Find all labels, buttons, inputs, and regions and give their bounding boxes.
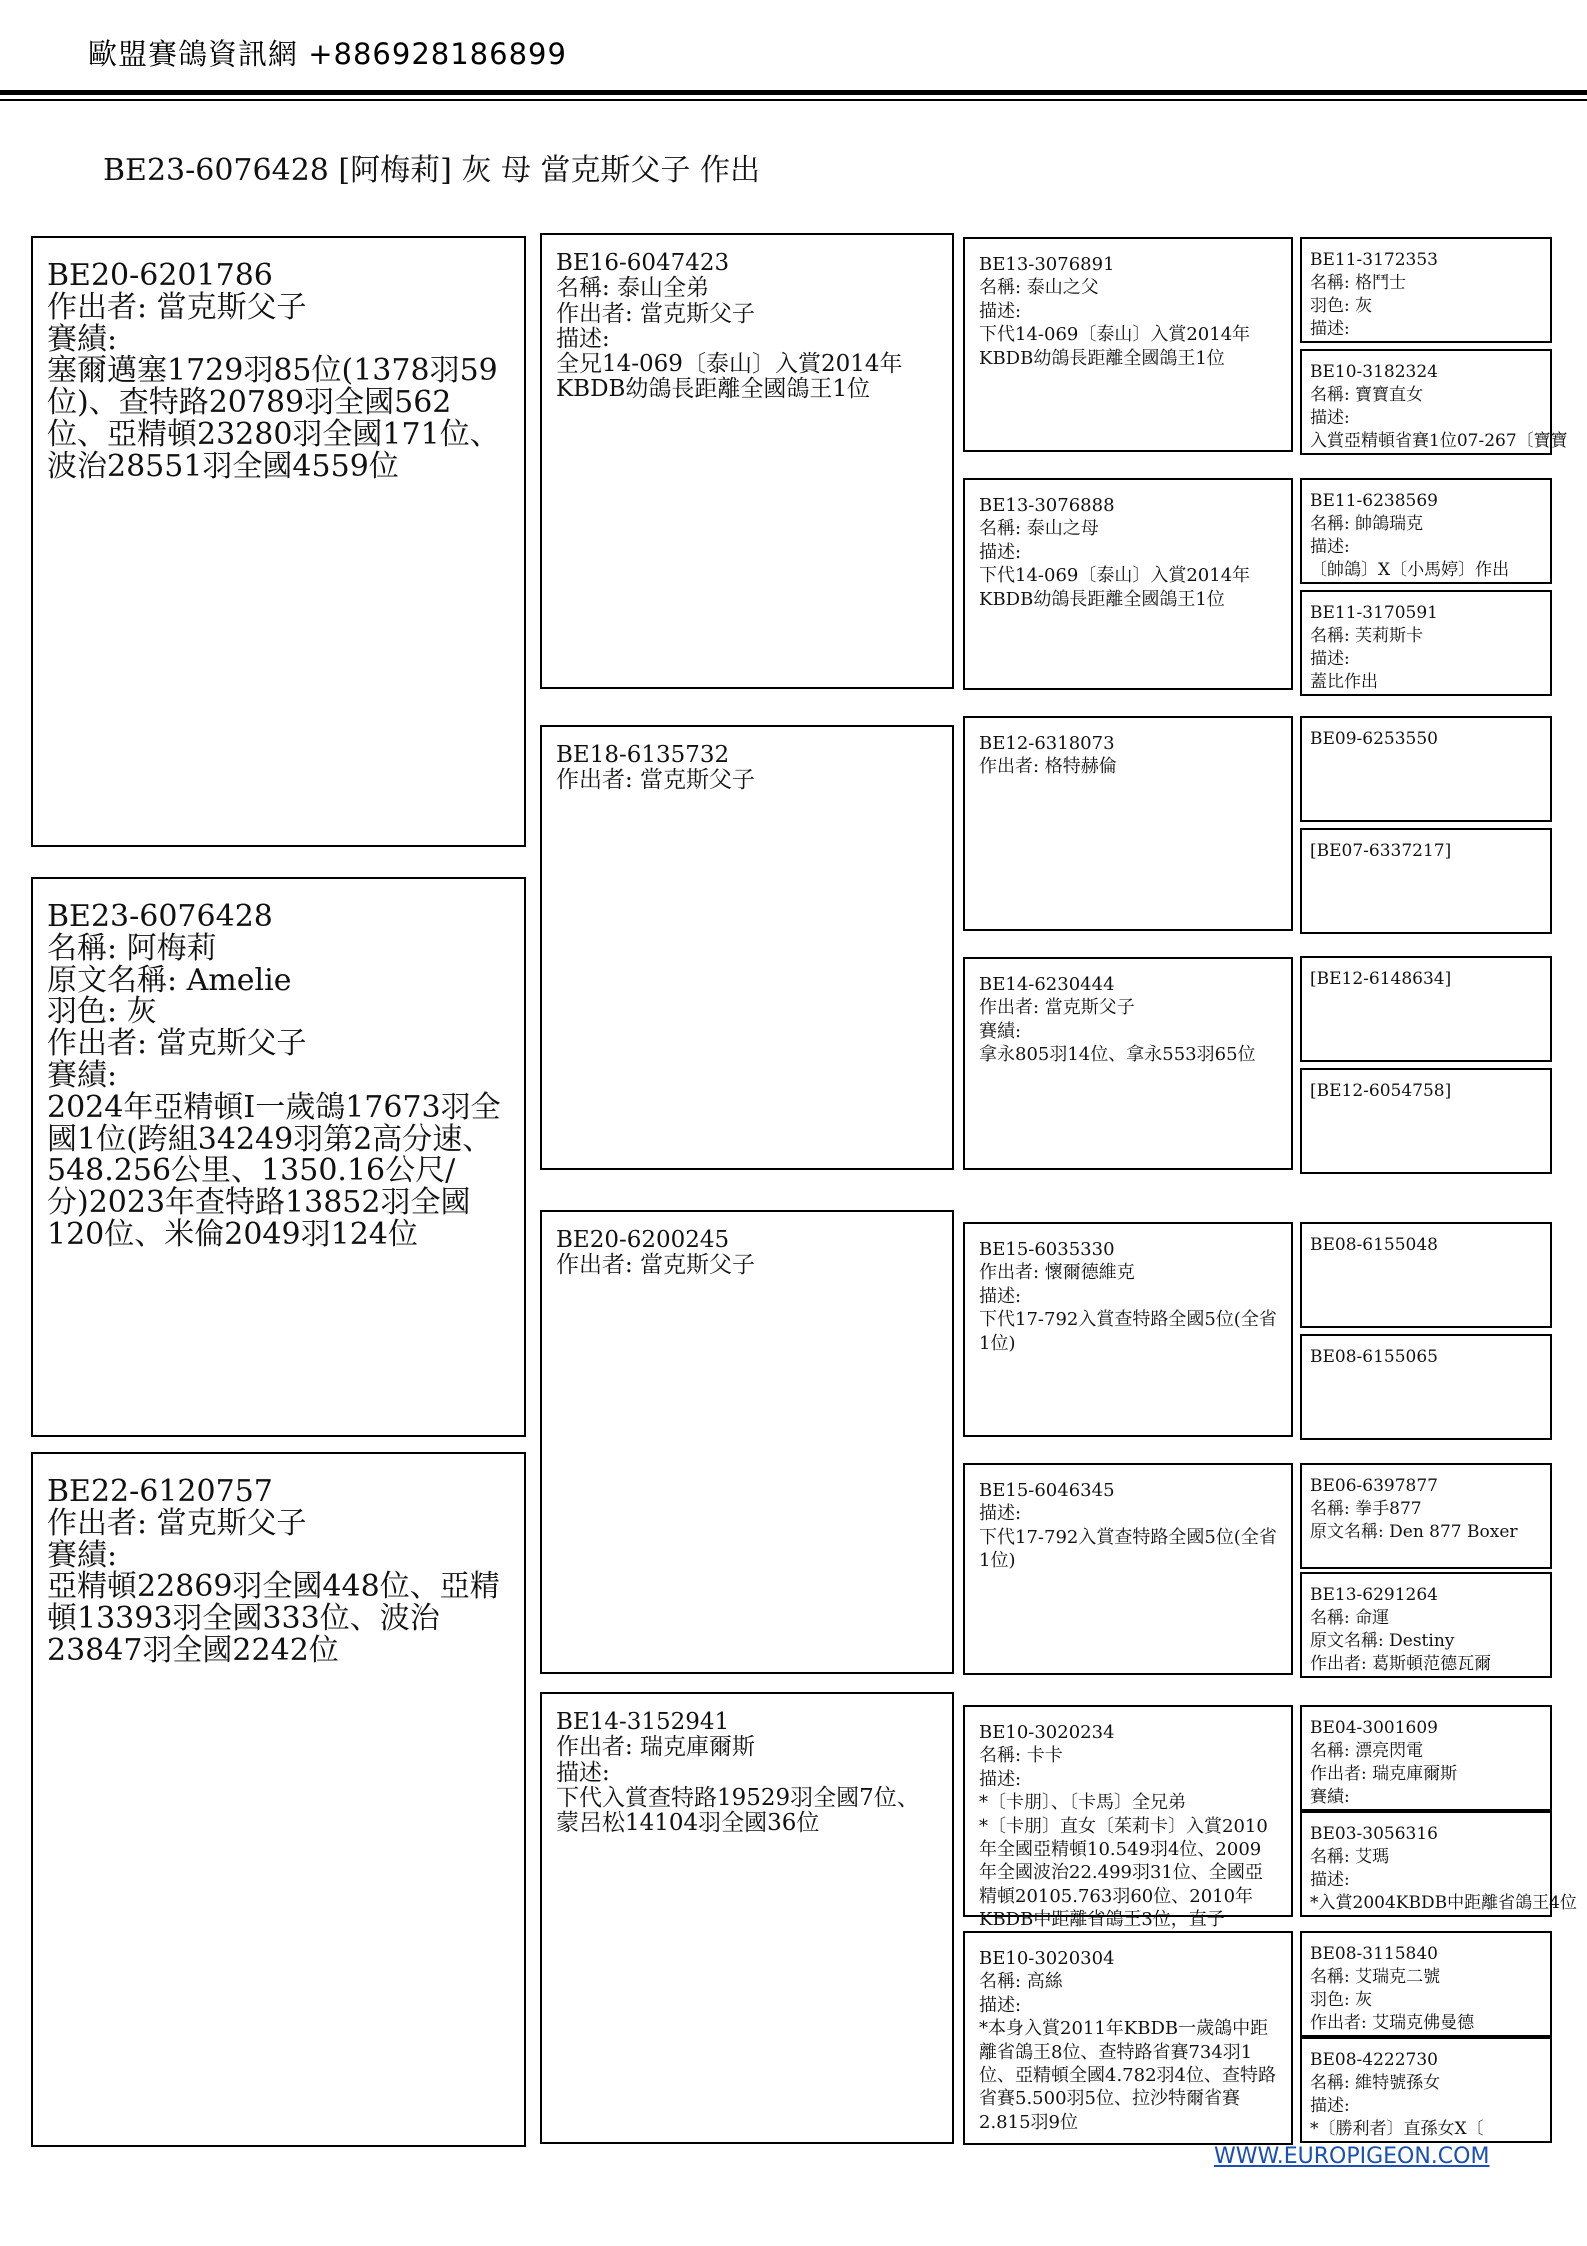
watermark-text: EURO PIGEON xyxy=(400,1423,959,1507)
website-link[interactable]: WWW.EUROPIGEON.COM xyxy=(1214,2144,1490,2169)
subject-box xyxy=(31,877,526,1437)
description-label: 描述: xyxy=(1310,318,1350,339)
pigeon-name: 名稱: 寶寶直女 xyxy=(1310,384,1424,405)
pigeon-name: 名稱: 卡卡 xyxy=(979,1745,1063,1767)
description-label: 描述: xyxy=(1310,648,1350,669)
pigeon-name: 名稱: 高絲 xyxy=(979,1971,1063,1993)
subject-results: 2024年亞精頓I一歲鴿17673羽全國1位(跨組34249羽第2高分速、548.256公里、1350.16公尺/分)2023年查特路13852羽全國120位、米倫2049羽124位 xyxy=(47,1089,501,1252)
ring-number: BE10-3020234 xyxy=(979,1722,1115,1743)
ring-number: [BE12-6148634] xyxy=(1310,969,1452,989)
pedigree-title: BE23-6076428 [阿梅莉] 灰 母 當克斯父子 作出 xyxy=(103,153,760,188)
sire-results-label: 賽績: xyxy=(47,321,118,357)
pigeon-name: 名稱: 泰山之母 xyxy=(979,518,1099,540)
results-label: 賽績: xyxy=(1310,1786,1350,1807)
ssd-box xyxy=(963,478,1293,690)
description-label: 描述: xyxy=(1310,2095,1350,2116)
ring-number: BE04-3001609 xyxy=(1310,1718,1438,1738)
sire-breeder: 作出者: 當克斯父子 xyxy=(47,289,307,325)
breeder: 作出者: 當克斯父子 xyxy=(556,1252,756,1279)
site-header: 歐盟賽鴿資訊網 +886928186899 xyxy=(88,37,567,71)
ring-number: BE11-3172353 xyxy=(1310,250,1438,270)
ddd-box xyxy=(963,1931,1293,2145)
g4-box-4 xyxy=(1300,590,1552,696)
pigeon-name: 名稱: 漂亮閃電 xyxy=(1310,1740,1424,1761)
ring-number: [BE07-6337217] xyxy=(1310,841,1452,861)
sss-box xyxy=(963,237,1293,452)
pigeon-name: 名稱: 艾瑪 xyxy=(1310,1846,1390,1867)
description-label: 描述: xyxy=(1310,407,1350,428)
description: 下代17-792入賞查特路全國5位(全省1位) xyxy=(979,1309,1277,1354)
ring-number: BE08-4222730 xyxy=(1310,2050,1438,2070)
description: 全兄14-069〔泰山〕入賞2014年KBDB幼鴿長距離全國鴿王1位 xyxy=(556,351,903,403)
g4-box-11 xyxy=(1300,1463,1552,1569)
ring-number: BE20-6200245 xyxy=(556,1227,730,1253)
g4-box-8 xyxy=(1300,1068,1552,1174)
dam-dam-box xyxy=(540,1692,954,2144)
description-label: 描述: xyxy=(1310,1869,1350,1890)
g4-box-1 xyxy=(1300,237,1552,343)
description: *入賞2004KBDB中距離省鴿王4位 xyxy=(1310,1892,1577,1913)
ring-number: BE15-6035330 xyxy=(979,1239,1115,1260)
ring-number: BE15-6046345 xyxy=(979,1480,1115,1501)
ring-number: BE10-3182324 xyxy=(1310,362,1438,382)
description: *本身入賞2011年KBDB一歲鴿中距離省鴿王8位、查特路省賽734羽1位、亞精頓全國4.782羽4位、查特路省賽5.500羽5位、拉沙特爾省賽2.815羽9位 xyxy=(979,2018,1276,2133)
g4-box-12 xyxy=(1300,1572,1552,1678)
ring-number: [BE12-6054758] xyxy=(1310,1081,1452,1101)
breeder: 作出者: 當克斯父子 xyxy=(556,300,756,327)
description: 〔帥鴿〕X〔小馬婷〕作出 xyxy=(1310,559,1510,580)
g4-box-14 xyxy=(1300,1811,1577,1917)
ring-number: BE09-6253550 xyxy=(1310,729,1438,749)
description-label: 描述: xyxy=(979,1503,1022,1525)
dss-box xyxy=(963,1222,1293,1437)
description-label: 描述: xyxy=(556,1759,610,1786)
description-label: 描述: xyxy=(1310,536,1350,557)
description-label: 描述: xyxy=(979,541,1022,563)
subject-name: 名稱: 阿梅莉 xyxy=(47,930,217,966)
sds-box xyxy=(963,716,1293,931)
breeder: 作出者: 葛斯頓范德瓦爾 xyxy=(1310,1653,1492,1674)
description: 下代14-069〔泰山〕入賞2014年KBDB幼鴿長距離全國鴿王1位 xyxy=(979,324,1251,369)
description-label: 描述: xyxy=(979,1768,1022,1790)
sire-box xyxy=(31,236,526,847)
ring-number: BE08-6155065 xyxy=(1310,1347,1438,1367)
ring-number: BE13-6291264 xyxy=(1310,1585,1438,1605)
ring-number: BE08-6155048 xyxy=(1310,1235,1438,1255)
color: 羽色: 灰 xyxy=(1310,1989,1373,2010)
dam-results: 亞精頓22869羽全國448位、亞精頓13393羽全國333位、波治23847羽全國2242位 xyxy=(47,1569,500,1668)
dam-sire-box xyxy=(540,1210,954,1674)
description-line: *〔卡朋〕直女〔茱莉卡〕入賞2010年全國亞精頓10.549羽4位、2009年全國波治22.499羽31位、全國亞精頓20105.763羽60位、2010年KBDB中距離省鴿王3位，直子 xyxy=(979,1815,1268,1931)
ring-number: BE11-6238569 xyxy=(1310,491,1438,511)
dam-results-label: 賽績: xyxy=(47,1537,118,1573)
pigeon-name: 名稱: 拳手877 xyxy=(1310,1498,1422,1519)
ring-number: BE12-6318073 xyxy=(979,733,1115,754)
ring-number: BE14-3152941 xyxy=(556,1709,730,1735)
header-rule-thin xyxy=(0,99,1587,101)
dsd-box xyxy=(963,1463,1293,1675)
ring-number: BE03-3056316 xyxy=(1310,1824,1438,1844)
pigeon-name: 名稱: 泰山之父 xyxy=(979,277,1099,299)
ring-number: BE10-3020304 xyxy=(979,1948,1115,1969)
original-name: 原文名稱: Den 877 Boxer xyxy=(1310,1521,1518,1542)
pigeon-name: 名稱: 帥鴿瑞克 xyxy=(1310,513,1424,534)
breeder: 作出者: 艾瑞克佛曼德 xyxy=(1310,2012,1475,2033)
ring-number: BE13-3076888 xyxy=(979,495,1115,516)
description: 下代17-792入賞查特路全國5位(全省1位) xyxy=(979,1526,1277,1572)
breeder: 作出者: 當克斯父子 xyxy=(979,997,1135,1019)
breeder: 作出者: 瑞克庫爾斯 xyxy=(1310,1763,1458,1784)
subject-ring: BE23-6076428 xyxy=(47,899,273,934)
ring-number: BE14-6230444 xyxy=(979,974,1115,995)
description: *〔勝利者〕直孫女X〔 xyxy=(1310,2118,1484,2139)
description-label: 描述: xyxy=(979,1994,1022,2016)
color: 羽色: 灰 xyxy=(1310,295,1373,316)
subject-breeder: 作出者: 當克斯父子 xyxy=(47,1026,307,1062)
ring-number: BE11-3170591 xyxy=(1310,603,1438,623)
pigeon-name: 名稱: 命運 xyxy=(1310,1607,1390,1628)
header-rule-thick xyxy=(0,90,1587,95)
breeder: 作出者: 懷爾德維克 xyxy=(979,1262,1135,1284)
g4-box-6 xyxy=(1300,828,1552,934)
ring-number: BE08-3115840 xyxy=(1310,1944,1438,1964)
g4-box-2 xyxy=(1300,349,1568,455)
ring-number: BE06-6397877 xyxy=(1310,1476,1438,1496)
pigeon-name: 名稱: 維特號孫女 xyxy=(1310,2072,1441,2093)
ring-number: BE13-3076891 xyxy=(979,254,1115,275)
dds-box xyxy=(963,1705,1293,1931)
ring-number: BE18-6135732 xyxy=(556,742,730,768)
description: 下代14-069〔泰山〕入賞2014年KBDB幼鴿長距離全國鴿王1位 xyxy=(979,565,1251,610)
g4-box-13 xyxy=(1300,1705,1552,1811)
sire-dam-box xyxy=(540,725,954,1170)
g4-box-7 xyxy=(1300,956,1552,1062)
sire-sire-box xyxy=(540,233,954,689)
breeder: 作出者: 當克斯父子 xyxy=(556,767,756,794)
g4-box-5 xyxy=(1300,716,1552,822)
subject-results-label: 賽績: xyxy=(47,1057,118,1093)
sire-ring: BE20-6201786 xyxy=(47,258,273,293)
subject-color: 羽色: 灰 xyxy=(47,994,157,1030)
subject-original-name: 原文名稱: Amelie xyxy=(47,962,292,998)
description: 蓋比作出 xyxy=(1310,671,1378,692)
sdd-box xyxy=(963,957,1293,1170)
dam-breeder: 作出者: 當克斯父子 xyxy=(47,1505,307,1541)
g4-box-10 xyxy=(1300,1334,1552,1440)
description-label: 描述: xyxy=(556,325,610,352)
sire-results: 塞爾邁塞1729羽85位(1378羽59位)、查特路20789羽全國562位、亞精頓23280羽全國171位、波治28551羽全國4559位 xyxy=(47,353,500,484)
g4-box-15 xyxy=(1300,1931,1552,2037)
pigeon-name: 名稱: 艾瑞克二號 xyxy=(1310,1966,1441,1987)
g4-box-9 xyxy=(1300,1222,1552,1328)
pigeon-name: 名稱: 芙莉斯卡 xyxy=(1310,625,1424,646)
description-label: 描述: xyxy=(979,1285,1022,1307)
g4-box-3 xyxy=(1300,478,1552,584)
ring-number: BE16-6047423 xyxy=(556,250,730,276)
description: 入賞亞精頓省賽1位07-267〔寶寶 xyxy=(1310,430,1568,451)
description-line: *〔卡朋〕、〔卡馬〕全兄弟 xyxy=(979,1792,1186,1814)
pigeon-name: 名稱: 泰山全弟 xyxy=(556,275,710,302)
description: 下代入賞查特路19529羽全國7位、蒙呂松14104羽全國36位 xyxy=(556,1784,920,1837)
breeder: 作出者: 格特赫倫 xyxy=(979,756,1117,778)
dam-box xyxy=(31,1452,526,2147)
breeder: 作出者: 瑞克庫爾斯 xyxy=(556,1734,756,1761)
g4-box-16 xyxy=(1300,2037,1552,2143)
results-label: 賽績: xyxy=(979,1020,1022,1042)
results: 拿永805羽14位、拿永553羽65位 xyxy=(979,1044,1256,1066)
description-label: 描述: xyxy=(979,300,1022,322)
pigeon-name: 名稱: 格鬥士 xyxy=(1310,272,1407,293)
original-name: 原文名稱: Destiny xyxy=(1310,1630,1455,1651)
dam-ring: BE22-6120757 xyxy=(47,1474,273,1509)
